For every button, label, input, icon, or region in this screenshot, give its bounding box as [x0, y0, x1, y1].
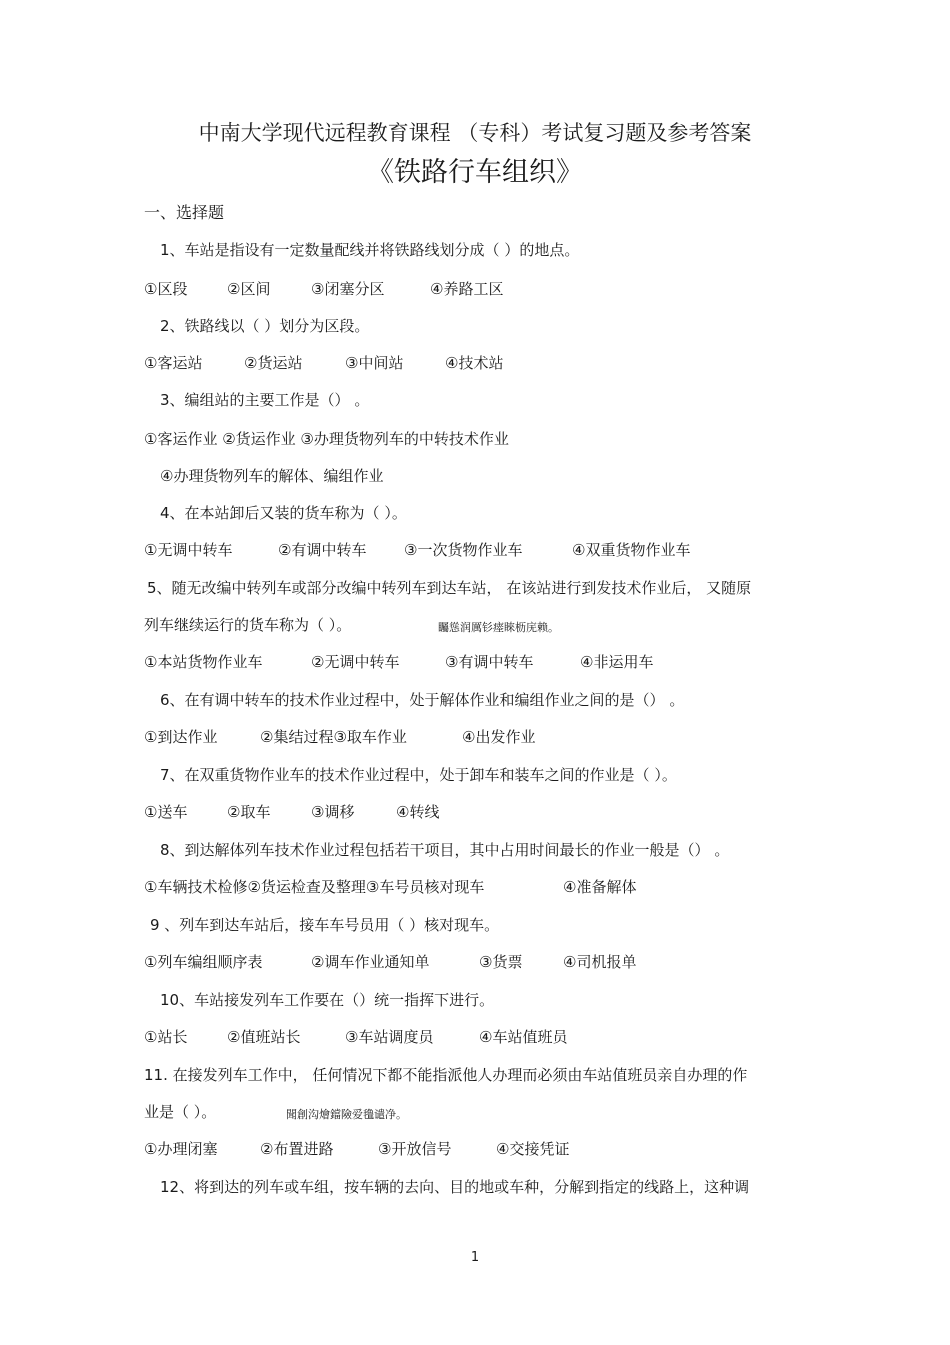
option-11-2: ②布置进路 [260, 1140, 334, 1158]
option-4-3: ③一次货物作业车 [404, 541, 523, 559]
question-6: 6、在有调中转车的技术作业过程中，处于解体作业和编组作业之间的是（） 。 [160, 691, 685, 709]
option-8-1: ①车辆技术检修②货运检查及整理③车号员核对现车 [144, 878, 485, 896]
option-1-3: ③闭塞分区 [311, 280, 385, 298]
question-8: 8、到达解体列车技术作业过程包括若干项目，其中占用时间最长的作业一般是（） 。 [160, 841, 730, 859]
option-7-2: ②取车 [227, 803, 271, 821]
option-1-1: ①区段 [144, 280, 188, 298]
option-11-1: ①办理闭塞 [144, 1140, 218, 1158]
option-4-4: ④双重货物作业车 [572, 541, 691, 559]
question-9: 9 、列车到达车站后，接车车号员用（ ）核对现车。 [150, 916, 500, 934]
option-5-2: ②无调中转车 [311, 653, 400, 671]
page-number: 1 [470, 1250, 480, 1265]
option-2-1: ①客运站 [144, 354, 203, 372]
question-5-line1: 5、随无改编中转列车或部分改编中转列车到达车站， 在该站进行到发技术作业后， 又随原 [147, 579, 752, 597]
option-4-2: ②有调中转车 [278, 541, 367, 559]
question-2: 2、铁路线以（ ）划分为区段。 [160, 317, 370, 335]
option-4-1: ①无调中转车 [144, 541, 233, 559]
options-3-line2: ④办理货物列车的解体、编组作业 [160, 467, 384, 485]
question-11-line2: 业是（ ）。 [144, 1103, 217, 1121]
option-7-3: ③调移 [311, 803, 355, 821]
option-10-1: ①站长 [144, 1028, 188, 1046]
section-heading: 一、选择题 [144, 203, 225, 222]
option-1-4: ④养路工区 [430, 280, 504, 298]
option-10-2: ②值班站长 [227, 1028, 301, 1046]
option-9-2: ②调车作业通知单 [311, 953, 430, 971]
option-9-3: ③货票 [479, 953, 523, 971]
question-11-line1: 11. 在接发列车工作中， 任何情况下都不能指派他人办理而必须由车站值班员亲自办理的作 [144, 1066, 748, 1084]
options-3-line1: ①客运作业 ②货运作业 ③办理货物列车的中转技术作业 [144, 430, 509, 448]
option-7-1: ①送车 [144, 803, 188, 821]
option-7-4: ④转线 [396, 803, 440, 821]
option-5-4: ④非运用车 [580, 653, 654, 671]
option-9-1: ①列车编组顺序表 [144, 953, 263, 971]
option-10-4: ④车站值班员 [479, 1028, 568, 1046]
document-title: 中南大学现代远程教育课程 （专科）考试复习题及参考答案 [198, 121, 752, 145]
option-2-2: ②货运站 [244, 354, 303, 372]
course-title: 《铁路行车组织》 [367, 157, 583, 188]
option-6-3: ④出发作业 [462, 728, 536, 746]
option-9-4: ④司机报单 [563, 953, 637, 971]
option-1-2: ②区间 [227, 280, 271, 298]
option-6-2: ②集结过程③取车作业 [260, 728, 407, 746]
option-2-4: ④技术站 [445, 354, 504, 372]
garbled-text-5: 矚慫润厲钐瘗睞枥庑赖。 [438, 621, 559, 634]
question-5-line2: 列车继续运行的货车称为（ ）。 [144, 616, 352, 634]
question-12: 12、将到达的列车或车组，按车辆的去向、目的地或车种，分解到指定的线路上，这种调 [160, 1178, 750, 1196]
option-8-2: ④准备解体 [563, 878, 637, 896]
option-11-3: ③开放信号 [378, 1140, 452, 1158]
question-10: 10、车站接发列车工作要在（）统一指挥下进行。 [160, 991, 495, 1009]
question-7: 7、在双重货物作业车的技术作业过程中，处于卸车和装车之间的作业是（ ）。 [160, 766, 677, 784]
option-5-1: ①本站货物作业车 [144, 653, 263, 671]
option-10-3: ③车站调度员 [345, 1028, 434, 1046]
option-11-4: ④交接凭证 [496, 1140, 570, 1158]
question-4: 4、在本站卸后又装的货车称为（ ）。 [160, 504, 407, 522]
garbled-text-11: 聞創沟燴鐺險爱氇谴净。 [286, 1108, 407, 1121]
option-2-3: ③中间站 [345, 354, 404, 372]
question-1: 1、车站是指设有一定数量配线并将铁路线划分成（ ）的地点。 [160, 241, 580, 259]
option-5-3: ③有调中转车 [445, 653, 534, 671]
option-6-1: ①到达作业 [144, 728, 218, 746]
question-3: 3、编组站的主要工作是（） 。 [160, 391, 370, 409]
